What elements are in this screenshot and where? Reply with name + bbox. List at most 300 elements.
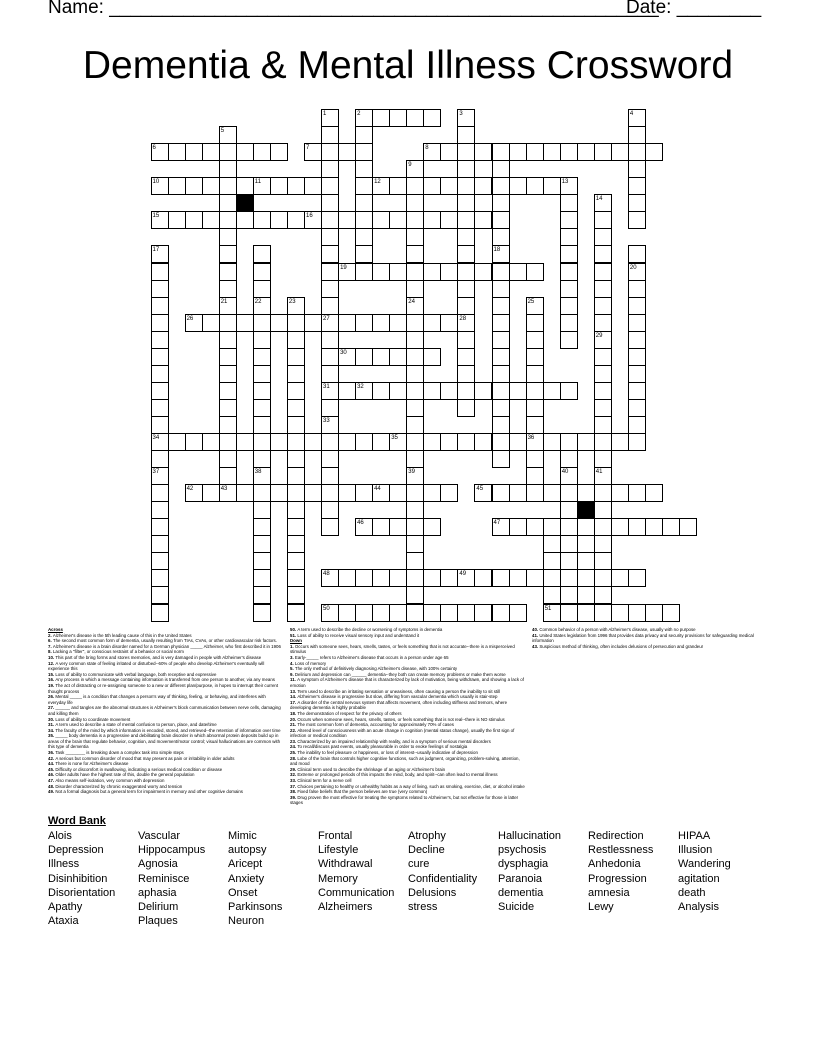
- grid-cell[interactable]: [509, 263, 527, 281]
- grid-cell[interactable]: [389, 109, 407, 127]
- grid-cell[interactable]: [594, 228, 612, 246]
- grid-cell[interactable]: [219, 382, 237, 400]
- grid-cell[interactable]: [355, 211, 373, 229]
- grid-cell[interactable]: [406, 501, 424, 519]
- grid-cell[interactable]: [492, 297, 510, 315]
- grid-cell[interactable]: [440, 314, 458, 332]
- grid-cell[interactable]: [577, 552, 595, 570]
- grid-cell[interactable]: [151, 331, 169, 349]
- grid-cell[interactable]: [457, 433, 475, 451]
- grid-cell[interactable]: [253, 535, 271, 553]
- grid-cell[interactable]: [526, 569, 544, 587]
- grid-cell[interactable]: [594, 501, 612, 519]
- grid-cell[interactable]: [321, 501, 339, 519]
- grid-cell[interactable]: [492, 450, 510, 468]
- grid-cell[interactable]: [594, 245, 612, 263]
- grid-cell[interactable]: [253, 365, 271, 383]
- grid-cell[interactable]: [474, 604, 492, 622]
- grid-cell[interactable]: [594, 552, 612, 570]
- grid-cell[interactable]: [287, 177, 305, 195]
- grid-cell[interactable]: [219, 365, 237, 383]
- grid-cell[interactable]: [253, 280, 271, 298]
- grid-cell[interactable]: [560, 194, 578, 212]
- grid-cell[interactable]: [236, 177, 254, 195]
- grid-cell[interactable]: [202, 484, 220, 502]
- grid-cell[interactable]: [321, 399, 339, 417]
- grid-cell[interactable]: [253, 331, 271, 349]
- grid-cell[interactable]: [594, 535, 612, 553]
- grid-cell[interactable]: [628, 484, 646, 502]
- grid-cell[interactable]: [372, 382, 390, 400]
- grid-cell[interactable]: [526, 348, 544, 366]
- grid-cell[interactable]: [253, 416, 271, 434]
- grid-cell[interactable]: [355, 228, 373, 246]
- grid-cell[interactable]: [440, 604, 458, 622]
- grid-cell[interactable]: [560, 228, 578, 246]
- grid-cell[interactable]: [372, 433, 390, 451]
- grid-cell[interactable]: [594, 382, 612, 400]
- grid-cell[interactable]: [594, 399, 612, 417]
- grid-cell[interactable]: [560, 501, 578, 519]
- grid-cell[interactable]: [287, 518, 305, 536]
- grid-cell[interactable]: [560, 297, 578, 315]
- grid-cell[interactable]: [355, 433, 373, 451]
- grid-cell[interactable]: [185, 177, 203, 195]
- grid-cell[interactable]: [543, 433, 561, 451]
- grid-cell[interactable]: [594, 263, 612, 281]
- grid-cell[interactable]: [372, 263, 390, 281]
- grid-cell[interactable]: [526, 450, 544, 468]
- grid-cell[interactable]: [253, 143, 271, 161]
- grid-cell[interactable]: [526, 314, 544, 332]
- grid-cell[interactable]: [321, 365, 339, 383]
- grid-cell[interactable]: [492, 569, 510, 587]
- grid-cell[interactable]: [628, 433, 646, 451]
- grid-cell[interactable]: [509, 604, 527, 622]
- grid-cell[interactable]: [406, 194, 424, 212]
- grid-cell[interactable]: [406, 245, 424, 263]
- grid-cell[interactable]: [338, 143, 356, 161]
- grid-cell[interactable]: [611, 484, 629, 502]
- grid-cell[interactable]: [321, 280, 339, 298]
- grid-cell[interactable]: [253, 314, 271, 332]
- grid-cell[interactable]: [406, 331, 424, 349]
- grid-cell[interactable]: [543, 552, 561, 570]
- grid-cell[interactable]: [151, 552, 169, 570]
- grid-cell[interactable]: [338, 382, 356, 400]
- grid-cell[interactable]: [270, 143, 288, 161]
- grid-cell[interactable]: [287, 416, 305, 434]
- grid-cell[interactable]: [492, 177, 510, 195]
- grid-cell[interactable]: [577, 604, 595, 622]
- grid-cell[interactable]: [457, 160, 475, 178]
- grid-cell[interactable]: [185, 433, 203, 451]
- grid-cell[interactable]: [594, 314, 612, 332]
- grid-cell[interactable]: [457, 280, 475, 298]
- grid-cell[interactable]: [509, 143, 527, 161]
- grid-cell[interactable]: [628, 569, 646, 587]
- grid-cell[interactable]: [219, 211, 237, 229]
- grid-cell[interactable]: [628, 194, 646, 212]
- grid-cell[interactable]: [151, 569, 169, 587]
- grid-cell[interactable]: [321, 484, 339, 502]
- grid-cell[interactable]: [304, 177, 322, 195]
- grid-cell[interactable]: [509, 518, 527, 536]
- grid-cell[interactable]: [355, 160, 373, 178]
- grid-cell[interactable]: [423, 109, 441, 127]
- grid-cell[interactable]: [406, 348, 424, 366]
- grid-cell[interactable]: [151, 280, 169, 298]
- grid-cell[interactable]: [423, 263, 441, 281]
- grid-cell[interactable]: [526, 484, 544, 502]
- grid-cell[interactable]: [151, 399, 169, 417]
- grid-cell[interactable]: [457, 177, 475, 195]
- grid-cell[interactable]: [628, 160, 646, 178]
- grid-cell[interactable]: [628, 245, 646, 263]
- grid-cell[interactable]: [321, 331, 339, 349]
- grid-cell[interactable]: [679, 518, 697, 536]
- name-line[interactable]: Name: ____________________________________________________: [48, 0, 659, 18]
- grid-cell[interactable]: [577, 518, 595, 536]
- grid-cell[interactable]: [457, 143, 475, 161]
- grid-cell[interactable]: [151, 416, 169, 434]
- grid-cell[interactable]: [474, 263, 492, 281]
- grid-cell[interactable]: [219, 416, 237, 434]
- grid-cell[interactable]: [457, 365, 475, 383]
- grid-cell[interactable]: [509, 382, 527, 400]
- grid-cell[interactable]: [526, 263, 544, 281]
- grid-cell[interactable]: [543, 177, 561, 195]
- grid-cell[interactable]: [628, 399, 646, 417]
- grid-cell[interactable]: [560, 314, 578, 332]
- grid-cell[interactable]: [594, 484, 612, 502]
- grid-cell[interactable]: [219, 194, 237, 212]
- grid-cell[interactable]: [560, 604, 578, 622]
- grid-cell[interactable]: [457, 399, 475, 417]
- grid-cell[interactable]: [406, 228, 424, 246]
- grid-cell[interactable]: [509, 569, 527, 587]
- grid-cell[interactable]: [287, 467, 305, 485]
- grid-cell[interactable]: [543, 586, 561, 604]
- grid-cell[interactable]: [304, 314, 322, 332]
- grid-cell[interactable]: [560, 484, 578, 502]
- grid-cell[interactable]: [355, 314, 373, 332]
- grid-cell[interactable]: [526, 365, 544, 383]
- grid-cell[interactable]: [406, 109, 424, 127]
- grid-cell[interactable]: [526, 143, 544, 161]
- grid-cell[interactable]: [219, 177, 237, 195]
- grid-cell[interactable]: [219, 450, 237, 468]
- grid-cell[interactable]: [492, 416, 510, 434]
- grid-cell[interactable]: [389, 569, 407, 587]
- grid-cell[interactable]: [543, 569, 561, 587]
- grid-cell[interactable]: [440, 177, 458, 195]
- grid-cell[interactable]: [321, 143, 339, 161]
- grid-cell[interactable]: [321, 245, 339, 263]
- grid-cell[interactable]: [287, 569, 305, 587]
- grid-cell[interactable]: [492, 194, 510, 212]
- grid-cell[interactable]: [628, 348, 646, 366]
- grid-cell[interactable]: [338, 314, 356, 332]
- grid-cell[interactable]: [509, 484, 527, 502]
- grid-cell[interactable]: [526, 416, 544, 434]
- grid-cell[interactable]: [509, 177, 527, 195]
- grid-cell[interactable]: [474, 433, 492, 451]
- grid-cell[interactable]: [628, 177, 646, 195]
- grid-cell[interactable]: [151, 501, 169, 519]
- grid-cell[interactable]: [236, 211, 254, 229]
- grid-cell[interactable]: [594, 518, 612, 536]
- grid-cell[interactable]: [270, 433, 288, 451]
- grid-cell[interactable]: [236, 314, 254, 332]
- grid-cell[interactable]: [457, 194, 475, 212]
- grid-cell[interactable]: [219, 160, 237, 178]
- grid-cell[interactable]: [492, 280, 510, 298]
- grid-cell[interactable]: [389, 518, 407, 536]
- grid-cell[interactable]: [406, 211, 424, 229]
- grid-cell[interactable]: [253, 382, 271, 400]
- grid-cell[interactable]: [168, 177, 186, 195]
- grid-cell[interactable]: [151, 535, 169, 553]
- grid-cell[interactable]: [372, 604, 390, 622]
- grid-cell[interactable]: [628, 143, 646, 161]
- grid-cell[interactable]: [526, 399, 544, 417]
- grid-cell[interactable]: [355, 177, 373, 195]
- grid-cell[interactable]: [372, 569, 390, 587]
- grid-cell[interactable]: [355, 245, 373, 263]
- grid-cell[interactable]: [406, 263, 424, 281]
- grid-cell[interactable]: [628, 382, 646, 400]
- grid-cell[interactable]: [577, 484, 595, 502]
- grid-cell[interactable]: [168, 211, 186, 229]
- grid-cell[interactable]: [543, 535, 561, 553]
- grid-cell[interactable]: [594, 365, 612, 383]
- grid-cell[interactable]: [202, 177, 220, 195]
- grid-cell[interactable]: [457, 604, 475, 622]
- grid-cell[interactable]: [423, 382, 441, 400]
- grid-cell[interactable]: [219, 280, 237, 298]
- grid-cell[interactable]: [594, 348, 612, 366]
- grid-cell[interactable]: [253, 245, 271, 263]
- grid-cell[interactable]: [645, 518, 663, 536]
- grid-cell[interactable]: [389, 348, 407, 366]
- grid-cell[interactable]: [492, 484, 510, 502]
- grid-cell[interactable]: [219, 314, 237, 332]
- grid-cell[interactable]: [151, 297, 169, 315]
- grid-cell[interactable]: [577, 586, 595, 604]
- grid-cell[interactable]: [202, 433, 220, 451]
- grid-cell[interactable]: [492, 399, 510, 417]
- grid-cell[interactable]: [406, 535, 424, 553]
- grid-cell[interactable]: [628, 331, 646, 349]
- grid-cell[interactable]: [270, 211, 288, 229]
- grid-cell[interactable]: [457, 382, 475, 400]
- grid-cell[interactable]: [423, 211, 441, 229]
- grid-cell[interactable]: [594, 433, 612, 451]
- grid-cell[interactable]: [287, 501, 305, 519]
- grid-cell[interactable]: [389, 382, 407, 400]
- grid-cell[interactable]: [594, 280, 612, 298]
- grid-cell[interactable]: [492, 382, 510, 400]
- grid-cell[interactable]: [219, 399, 237, 417]
- grid-cell[interactable]: [560, 586, 578, 604]
- grid-cell[interactable]: [406, 569, 424, 587]
- grid-cell[interactable]: [389, 604, 407, 622]
- grid-cell[interactable]: [492, 314, 510, 332]
- grid-cell[interactable]: [219, 245, 237, 263]
- grid-cell[interactable]: [287, 552, 305, 570]
- grid-cell[interactable]: [270, 177, 288, 195]
- grid-cell[interactable]: [526, 518, 544, 536]
- grid-cell[interactable]: [253, 518, 271, 536]
- grid-cell[interactable]: [219, 348, 237, 366]
- grid-cell[interactable]: [645, 604, 663, 622]
- grid-cell[interactable]: [406, 314, 424, 332]
- grid-cell[interactable]: [457, 211, 475, 229]
- grid-cell[interactable]: [355, 484, 373, 502]
- grid-cell[interactable]: [151, 484, 169, 502]
- grid-cell[interactable]: [560, 245, 578, 263]
- grid-cell[interactable]: [492, 211, 510, 229]
- grid-cell[interactable]: [492, 604, 510, 622]
- grid-cell[interactable]: [628, 211, 646, 229]
- grid-cell[interactable]: [526, 382, 544, 400]
- grid-cell[interactable]: [389, 177, 407, 195]
- grid-cell[interactable]: [560, 143, 578, 161]
- grid-cell[interactable]: [560, 433, 578, 451]
- grid-cell[interactable]: [355, 263, 373, 281]
- grid-cell[interactable]: [321, 228, 339, 246]
- grid-cell[interactable]: [560, 263, 578, 281]
- grid-cell[interactable]: [287, 365, 305, 383]
- grid-cell[interactable]: [219, 143, 237, 161]
- grid-cell[interactable]: [151, 518, 169, 536]
- date-line[interactable]: Date: ________: [626, 0, 762, 18]
- grid-cell[interactable]: [253, 569, 271, 587]
- grid-cell[interactable]: [423, 484, 441, 502]
- grid-cell[interactable]: [560, 518, 578, 536]
- grid-cell[interactable]: [611, 433, 629, 451]
- grid-cell[interactable]: [321, 177, 339, 195]
- grid-cell[interactable]: [253, 501, 271, 519]
- grid-cell[interactable]: [355, 143, 373, 161]
- grid-cell[interactable]: [628, 297, 646, 315]
- grid-cell[interactable]: [560, 331, 578, 349]
- grid-cell[interactable]: [287, 535, 305, 553]
- grid-cell[interactable]: [543, 382, 561, 400]
- grid-cell[interactable]: [594, 450, 612, 468]
- grid-cell[interactable]: [526, 177, 544, 195]
- grid-cell[interactable]: [202, 314, 220, 332]
- grid-cell[interactable]: [321, 160, 339, 178]
- grid-cell[interactable]: [151, 604, 169, 622]
- grid-cell[interactable]: [253, 211, 271, 229]
- grid-cell[interactable]: [236, 433, 254, 451]
- grid-cell[interactable]: [526, 331, 544, 349]
- grid-cell[interactable]: [287, 331, 305, 349]
- grid-cell[interactable]: [253, 399, 271, 417]
- grid-cell[interactable]: [372, 518, 390, 536]
- grid-cell[interactable]: [492, 263, 510, 281]
- grid-cell[interactable]: [253, 604, 271, 622]
- grid-cell[interactable]: [440, 484, 458, 502]
- grid-cell[interactable]: [423, 177, 441, 195]
- grid-cell[interactable]: [321, 433, 339, 451]
- grid-cell[interactable]: [474, 211, 492, 229]
- grid-cell[interactable]: [594, 586, 612, 604]
- grid-cell[interactable]: [406, 280, 424, 298]
- grid-cell[interactable]: [457, 126, 475, 144]
- grid-cell[interactable]: [406, 433, 424, 451]
- grid-cell[interactable]: [509, 433, 527, 451]
- grid-cell[interactable]: [219, 263, 237, 281]
- grid-cell[interactable]: [236, 143, 254, 161]
- grid-cell[interactable]: [560, 211, 578, 229]
- grid-cell[interactable]: [492, 160, 510, 178]
- grid-cell[interactable]: [355, 569, 373, 587]
- grid-cell[interactable]: [389, 484, 407, 502]
- grid-cell[interactable]: [270, 314, 288, 332]
- grid-cell[interactable]: [423, 604, 441, 622]
- grid-cell[interactable]: [355, 126, 373, 144]
- grid-cell[interactable]: [492, 433, 510, 451]
- grid-cell[interactable]: [492, 331, 510, 349]
- grid-cell[interactable]: [151, 263, 169, 281]
- grid-cell[interactable]: [151, 348, 169, 366]
- grid-cell[interactable]: [321, 348, 339, 366]
- grid-cell[interactable]: [645, 143, 663, 161]
- grid-cell[interactable]: [372, 109, 390, 127]
- grid-cell[interactable]: [560, 535, 578, 553]
- grid-cell[interactable]: [628, 416, 646, 434]
- grid-cell[interactable]: [287, 382, 305, 400]
- grid-cell[interactable]: [338, 211, 356, 229]
- grid-cell[interactable]: [321, 263, 339, 281]
- grid-cell[interactable]: [236, 484, 254, 502]
- grid-cell[interactable]: [304, 433, 322, 451]
- grid-cell[interactable]: [492, 365, 510, 383]
- grid-cell[interactable]: [253, 552, 271, 570]
- grid-cell[interactable]: [440, 143, 458, 161]
- grid-cell[interactable]: [406, 399, 424, 417]
- grid-cell[interactable]: [219, 433, 237, 451]
- grid-cell[interactable]: [492, 228, 510, 246]
- grid-cell[interactable]: [526, 467, 544, 485]
- grid-cell[interactable]: [457, 331, 475, 349]
- grid-cell[interactable]: [287, 348, 305, 366]
- grid-cell[interactable]: [321, 467, 339, 485]
- grid-cell[interactable]: [406, 552, 424, 570]
- grid-cell[interactable]: [321, 194, 339, 212]
- grid-cell[interactable]: [321, 297, 339, 315]
- grid-cell[interactable]: [628, 365, 646, 383]
- grid-cell[interactable]: [543, 143, 561, 161]
- grid-cell[interactable]: [594, 604, 612, 622]
- grid-cell[interactable]: [151, 365, 169, 383]
- grid-cell[interactable]: [560, 382, 578, 400]
- grid-cell[interactable]: [440, 382, 458, 400]
- grid-cell[interactable]: [457, 263, 475, 281]
- grid-cell[interactable]: [628, 518, 646, 536]
- grid-cell[interactable]: [406, 484, 424, 502]
- grid-cell[interactable]: [594, 143, 612, 161]
- grid-cell[interactable]: [287, 433, 305, 451]
- grid-cell[interactable]: [338, 569, 356, 587]
- grid-cell[interactable]: [560, 552, 578, 570]
- grid-cell[interactable]: [372, 211, 390, 229]
- grid-cell[interactable]: [662, 604, 680, 622]
- grid-cell[interactable]: [406, 416, 424, 434]
